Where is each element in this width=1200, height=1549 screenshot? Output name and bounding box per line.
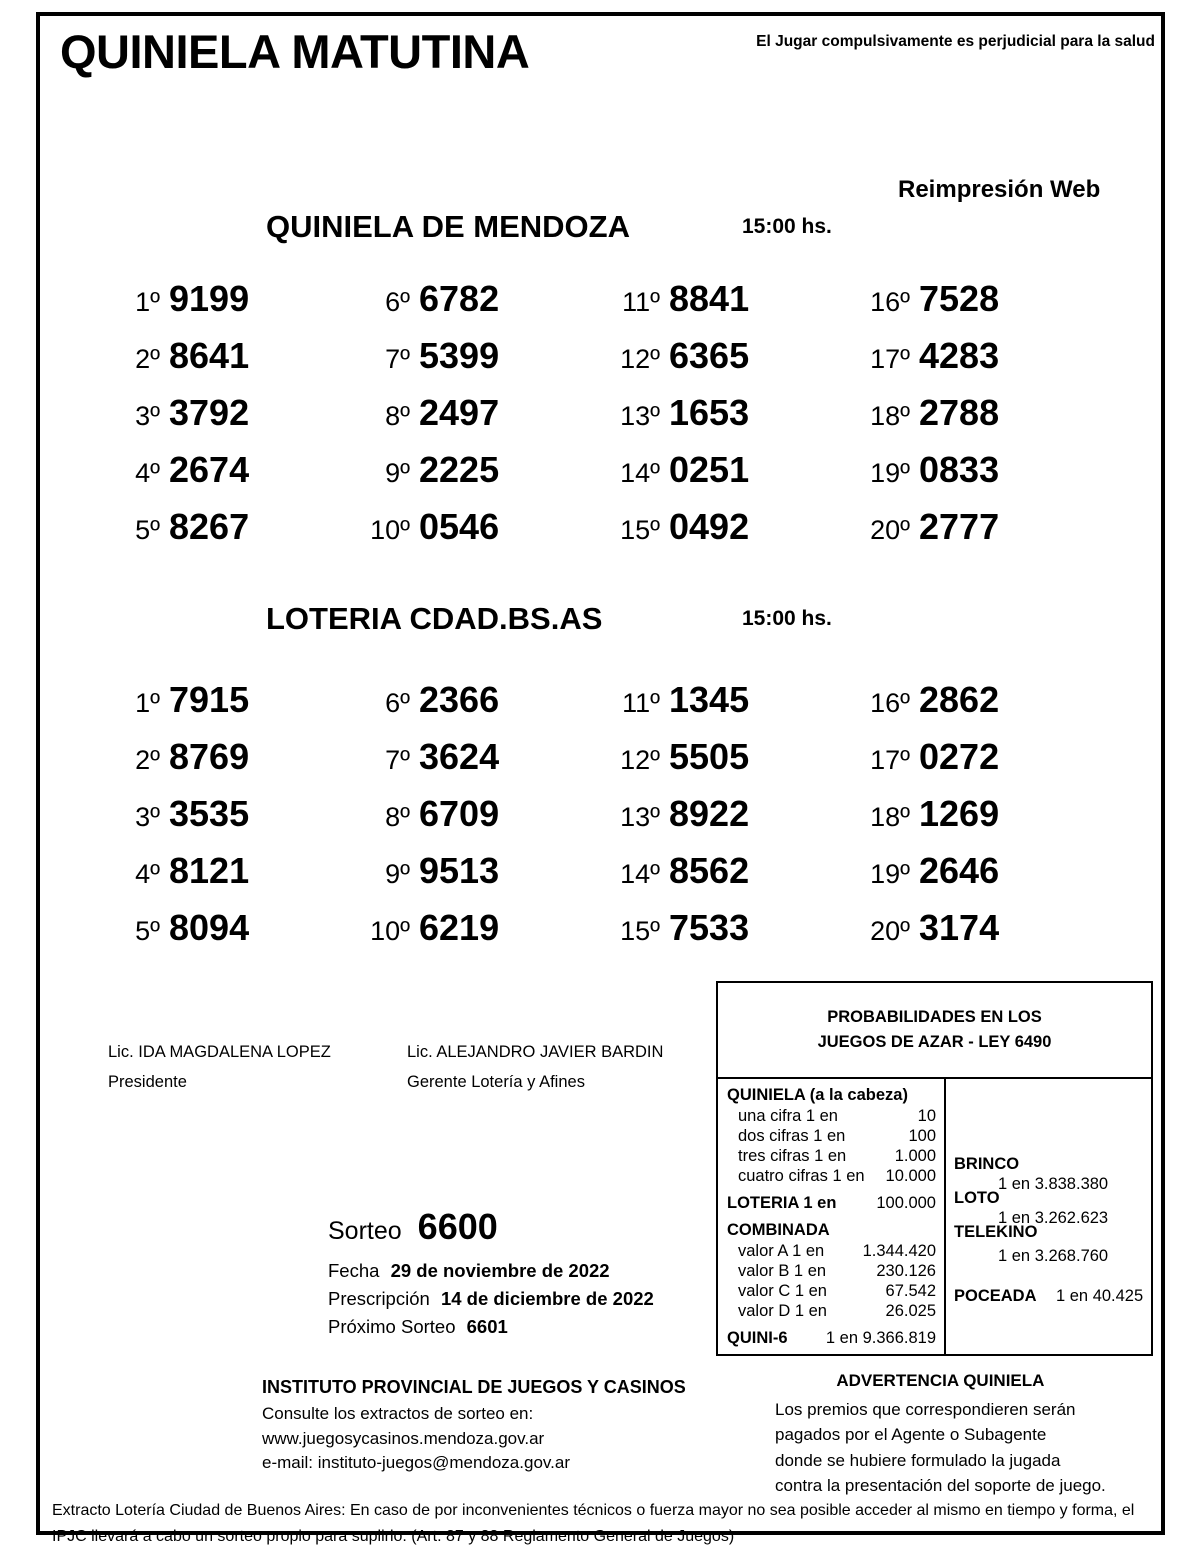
signature-role: Presidente [108, 1073, 187, 1091]
advertencia-block [775, 1368, 1106, 1499]
game-odds: 1 en 3.262.623 [998, 1209, 1109, 1227]
probability-label: tres cifras 1 en [738, 1147, 847, 1165]
spacer [727, 1214, 936, 1221]
probability-label: cuatro cifras 1 en [738, 1167, 865, 1185]
gambling-warning: El Jugar compulsivamente es perjudicial para la salud [756, 33, 1155, 50]
result-number: 2862 [919, 679, 1000, 720]
result-number: 8841 [669, 278, 750, 319]
draw-time-0: 15:00 hs. [742, 215, 832, 238]
probability-value: 67.542 [885, 1282, 936, 1300]
result-number: 5505 [669, 736, 750, 777]
result-number: 6782 [419, 278, 500, 319]
quini6-label: QUINI-6 [727, 1329, 788, 1347]
result-row [602, 679, 852, 736]
prescripcion-row [328, 1288, 654, 1310]
probabilities-box [716, 981, 1153, 1356]
result-row [852, 449, 1102, 506]
proximo-sorteo-label: Próximo Sorteo [328, 1316, 456, 1337]
probability-value: 230.126 [876, 1262, 936, 1280]
result-number: 8769 [169, 736, 250, 777]
sorteo-label: Sorteo [328, 1217, 402, 1245]
results-grid-1 [102, 679, 1102, 964]
sorteo-number: 6600 [417, 1206, 498, 1247]
result-position: 12º [620, 745, 660, 775]
probability-value: 1.344.420 [862, 1242, 936, 1260]
probabilities-title-line2: JUEGOS DE AZAR - LEY 6490 [817, 1033, 1052, 1051]
draw-name-1: LOTERIA CDAD.BS.AS [266, 601, 603, 636]
combinada-rows [727, 1242, 936, 1321]
result-number: 8267 [169, 506, 250, 547]
signature-president [108, 1043, 331, 1092]
result-row [352, 335, 602, 392]
prescripcion-value: 14 de diciembre de 2022 [440, 1288, 654, 1309]
result-row [602, 793, 852, 850]
results-grid-0 [102, 278, 1102, 563]
result-row [352, 278, 602, 335]
result-number: 9199 [169, 278, 250, 319]
result-position: 4º [135, 458, 160, 488]
result-position: 12º [620, 344, 660, 374]
institute-email: e-mail: instituto-juegos@mendoza.gov.ar [262, 1453, 570, 1473]
result-row [852, 506, 1102, 563]
probability-row [727, 1167, 936, 1186]
result-number: 0546 [419, 506, 500, 547]
result-position: 19º [870, 458, 910, 488]
result-number: 4283 [919, 335, 1000, 376]
institute-block [262, 1374, 686, 1476]
result-row [852, 392, 1102, 449]
probability-value: 26.025 [885, 1302, 936, 1320]
result-number: 1345 [669, 679, 750, 720]
result-row [852, 793, 1102, 850]
probability-label: valor D 1 en [738, 1302, 827, 1320]
result-position: 1º [135, 688, 160, 718]
result-row [352, 392, 602, 449]
result-row [102, 392, 352, 449]
result-position: 18º [870, 802, 910, 832]
result-position: 8º [385, 802, 410, 832]
prescripcion-label: Prescripción [328, 1288, 430, 1309]
results-column [102, 679, 352, 964]
institute-title: INSTITUTO PROVINCIAL DE JUEGOS Y CASINOS [262, 1377, 686, 1397]
result-row [352, 449, 602, 506]
result-position: 18º [870, 401, 910, 431]
result-number: 1653 [669, 392, 750, 433]
result-position: 15º [620, 916, 660, 946]
page-title: QUINIELA MATUTINA [60, 25, 530, 78]
result-number: 8922 [669, 793, 750, 834]
result-row [852, 736, 1102, 793]
sorteo-number-row [328, 1206, 654, 1248]
loteria-row [727, 1194, 936, 1213]
result-number: 2646 [919, 850, 1000, 891]
advertencia-title: ADVERTENCIA QUINIELA [836, 1371, 1045, 1390]
draw-name-0: QUINIELA DE MENDOZA [266, 209, 630, 244]
results-column [852, 679, 1102, 964]
result-position: 3º [135, 802, 160, 832]
probability-label: una cifra 1 en [738, 1107, 838, 1125]
quini6-value: 1 en 9.366.819 [825, 1329, 936, 1347]
results-column [352, 278, 602, 563]
result-row [602, 506, 852, 563]
result-number: 9513 [419, 850, 500, 891]
result-row [102, 907, 352, 964]
advertencia-line-4: contra la presentación del soporte de juego. [775, 1476, 1106, 1495]
result-number: 3535 [169, 793, 250, 834]
result-row [352, 907, 602, 964]
result-number: 6219 [419, 907, 500, 948]
probability-row [727, 1242, 936, 1261]
result-row [852, 679, 1102, 736]
result-position: 14º [620, 458, 660, 488]
result-row [602, 335, 852, 392]
probability-value: 1.000 [894, 1147, 936, 1165]
results-column [852, 278, 1102, 563]
advertencia-line-2: pagados por el Agente o Subagente [775, 1425, 1047, 1444]
probability-label: dos cifras 1 en [738, 1127, 846, 1145]
result-position: 17º [870, 745, 910, 775]
results-column [602, 278, 852, 563]
result-row [852, 850, 1102, 907]
spacer [727, 1322, 936, 1329]
sorteo-info [328, 1206, 654, 1344]
result-position: 5º [135, 916, 160, 946]
result-position: 20º [870, 916, 910, 946]
spacer [727, 1187, 936, 1194]
probability-row [727, 1107, 936, 1126]
advertencia-line-1: Los premios que correspondieren serán [775, 1399, 1076, 1419]
result-position: 10º [370, 515, 410, 545]
result-position: 9º [385, 859, 410, 889]
result-row [852, 278, 1102, 335]
result-position: 4º [135, 859, 160, 889]
result-position: 11º [622, 287, 660, 317]
result-number: 3624 [419, 736, 500, 777]
probability-row [727, 1262, 936, 1281]
result-number: 0251 [669, 449, 750, 490]
quiniela-head: QUINIELA (a la cabeza) [727, 1086, 908, 1104]
result-position: 16º [870, 287, 910, 317]
probabilities-title-line1: PROBABILIDADES EN LOS [827, 1008, 1042, 1027]
result-position: 5º [135, 515, 160, 545]
loteria-label: LOTERIA 1 en [727, 1194, 837, 1212]
advertencia-line-3: donde se hubiere formulado la jugada [775, 1450, 1061, 1470]
result-row [602, 449, 852, 506]
result-position: 2º [135, 344, 160, 374]
result-row [102, 278, 352, 335]
result-row [352, 736, 602, 793]
result-number: 2366 [419, 679, 500, 720]
fecha-row [328, 1260, 654, 1282]
result-row [602, 736, 852, 793]
game-name: LOTO [954, 1189, 1000, 1207]
result-row [602, 392, 852, 449]
probabilities-body [718, 1079, 1151, 1356]
result-number: 2225 [419, 449, 500, 490]
result-position: 6º [385, 688, 410, 718]
institute-website: www.juegosycasinos.mendoza.gov.ar [262, 1428, 545, 1448]
probability-value: 10 [917, 1107, 936, 1125]
fecha-label: Fecha [328, 1260, 380, 1281]
result-position: 17º [870, 344, 910, 374]
result-number: 2497 [419, 392, 500, 433]
result-number: 8641 [169, 335, 250, 376]
probabilities-left-column [718, 1079, 946, 1356]
results-column [102, 278, 352, 563]
result-position: 3º [135, 401, 160, 431]
result-number: 2777 [919, 506, 1000, 547]
result-row [102, 449, 352, 506]
probabilities-right-column [946, 1079, 1151, 1356]
result-position: 15º [620, 515, 660, 545]
result-row [352, 793, 602, 850]
result-position: 13º [620, 802, 660, 832]
quiniela-rows [727, 1107, 936, 1186]
result-number: 5399 [419, 335, 500, 376]
result-row [102, 736, 352, 793]
result-number: 7915 [169, 679, 250, 720]
result-position: 2º [135, 745, 160, 775]
loteria-value: 100.000 [876, 1194, 936, 1212]
result-number: 0833 [919, 449, 1000, 490]
reprint-label: Reimpresión Web [898, 176, 1101, 203]
game-name: BRINCO [954, 1155, 1020, 1173]
proximo-sorteo-value: 6601 [466, 1316, 508, 1337]
result-position: 11º [622, 688, 660, 718]
result-row [602, 907, 852, 964]
probabilities-title [718, 983, 1151, 1079]
result-number: 0272 [919, 736, 1000, 777]
result-number: 7528 [919, 278, 1000, 319]
result-position: 19º [870, 859, 910, 889]
combinada-head: COMBINADA [727, 1221, 830, 1239]
game-odds: 1 en 3.838.380 [998, 1175, 1109, 1193]
result-position: 20º [870, 515, 910, 545]
result-number: 8562 [669, 850, 750, 891]
result-position: 8º [385, 401, 410, 431]
result-row [352, 850, 602, 907]
quini6-row [727, 1329, 936, 1348]
institute-line-1: Consulte los extractos de sorteo en: [262, 1404, 534, 1424]
result-number: 6709 [419, 793, 500, 834]
result-position: 7º [385, 745, 410, 775]
probability-row [727, 1147, 936, 1166]
probability-row [727, 1302, 936, 1321]
game-name: POCEADA [954, 1287, 1037, 1305]
result-row [852, 907, 1102, 964]
result-position: 14º [620, 859, 660, 889]
probability-label: valor C 1 en [738, 1282, 827, 1300]
result-position: 9º [385, 458, 410, 488]
result-number: 3174 [919, 907, 1000, 948]
result-position: 6º [385, 287, 410, 317]
result-row [102, 335, 352, 392]
probability-row [727, 1282, 936, 1301]
result-number: 1269 [919, 793, 1000, 834]
probability-value: 100 [908, 1127, 936, 1145]
result-number: 7533 [669, 907, 750, 948]
fecha-value: 29 de noviembre de 2022 [390, 1260, 610, 1281]
result-position: 10º [370, 916, 410, 946]
result-row [102, 793, 352, 850]
result-row [352, 506, 602, 563]
result-number: 8121 [169, 850, 250, 891]
result-number: 6365 [669, 335, 750, 376]
result-number: 0492 [669, 506, 750, 547]
results-column [602, 679, 852, 964]
signature-name: Lic. ALEJANDRO JAVIER BARDIN [407, 1043, 664, 1061]
result-number: 2788 [919, 392, 1000, 433]
signature-role: Gerente Lotería y Afines [407, 1073, 585, 1091]
result-row [602, 278, 852, 335]
result-number: 8094 [169, 907, 250, 948]
probability-label: valor B 1 en [738, 1262, 827, 1280]
game-odds: 1 en 40.425 [1056, 1287, 1144, 1305]
result-position: 13º [620, 401, 660, 431]
probability-row [727, 1127, 936, 1146]
probability-value: 10.000 [885, 1167, 936, 1185]
result-number: 2674 [169, 449, 250, 490]
signature-manager [407, 1043, 663, 1092]
signature-name: Lic. IDA MAGDALENA LOPEZ [108, 1043, 331, 1061]
game-odds: 1 en 3.268.760 [998, 1247, 1109, 1265]
result-row [352, 679, 602, 736]
footer-disclaimer: Extracto Lotería Ciudad de Buenos Aires: En caso de por inconvenientes técnicos o fuerza mayor no sea posible acceder al mismo en tiempo y forma, el IPJC llevará a cabo un sorteo propio para suplirlo. (Art. 87 y 88 Reglamento General de Juegos) [52, 1502, 1135, 1545]
game-name: TELEKINO [954, 1223, 1038, 1241]
result-row [102, 506, 352, 563]
draw-time-1: 15:00 hs. [742, 607, 832, 630]
result-row [102, 850, 352, 907]
result-number: 3792 [169, 392, 250, 433]
proximo-sorteo-row [328, 1316, 654, 1338]
result-position: 7º [385, 344, 410, 374]
result-row [852, 335, 1102, 392]
result-position: 16º [870, 688, 910, 718]
extract-page [36, 12, 1165, 1545]
result-row [102, 679, 352, 736]
masthead [40, 16, 1161, 94]
result-position: 1º [135, 287, 160, 317]
probability-label: valor A 1 en [738, 1242, 825, 1260]
results-column [352, 679, 602, 964]
result-row [602, 850, 852, 907]
